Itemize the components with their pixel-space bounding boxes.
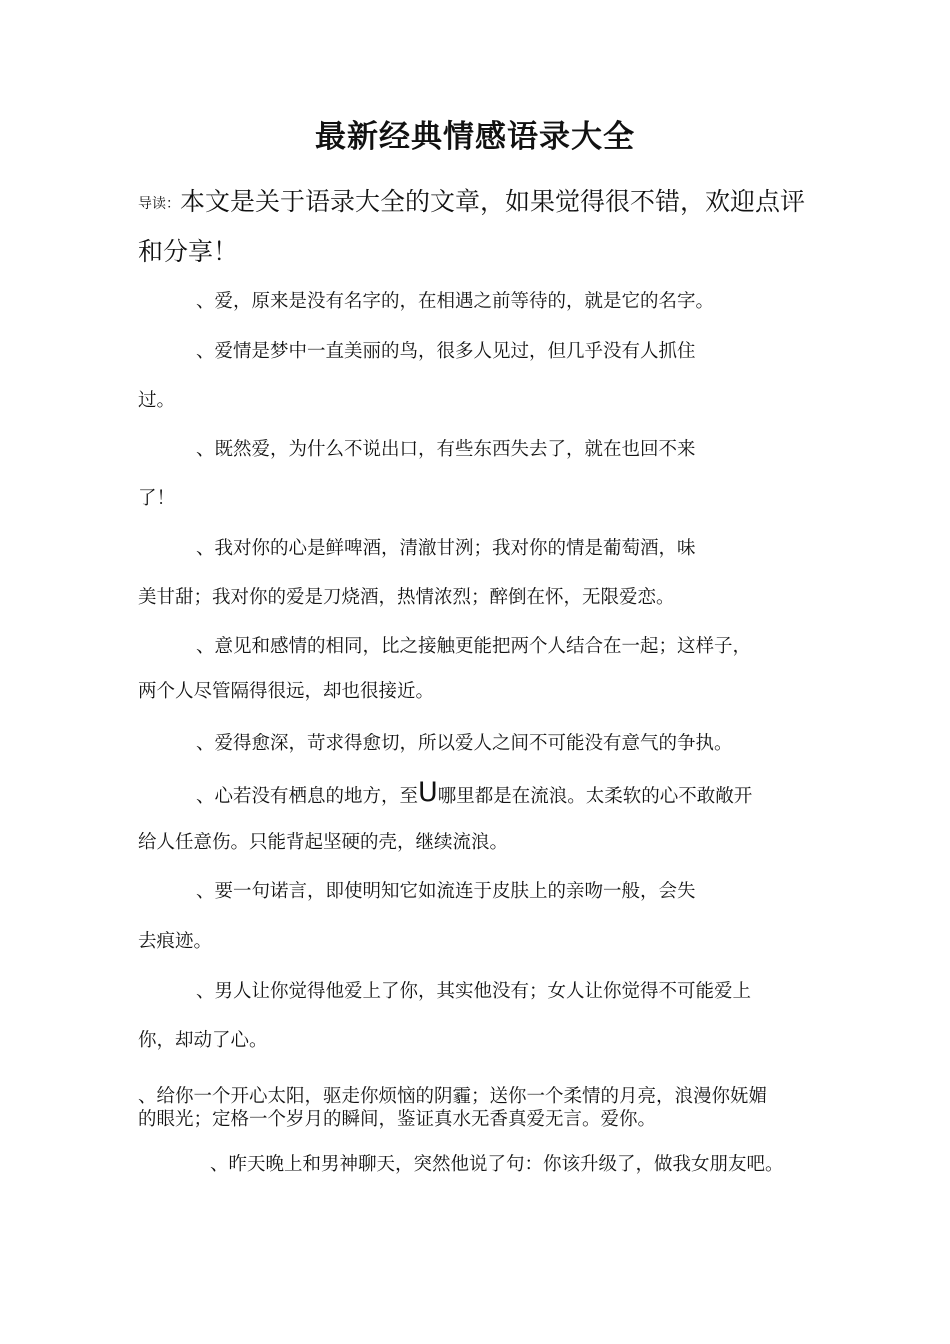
quote-line: 、要一句诺言，即使明知它如流连于皮肤上的亲吻一般，会失 xyxy=(196,881,696,902)
quote-line: 、爱得愈深，苛求得愈切，所以爱人之间不可能没有意气的争执。 xyxy=(196,733,733,754)
quote-line: 、昨天晚上和男神聊天，突然他说了句：你该升级了，做我女朋友吧。 xyxy=(210,1154,784,1175)
quote-line xyxy=(138,777,886,810)
ocr-glyph: U xyxy=(418,777,438,808)
quote-line-continuation: 了！ xyxy=(138,488,176,509)
quote-line: 、给你一个开心太阳，驱走你烦恼的阴霾；送你一个柔情的月亮，浪漫你妩媚 xyxy=(138,1086,768,1107)
quote-line: 、男人让你觉得他爱上了你，其实他没有；女人让你觉得不可能爱上 xyxy=(196,981,752,1002)
quote-line: 、我对你的心是鲜啤酒，清澈甘洌；我对你的情是葡萄酒，味 xyxy=(196,538,696,559)
quote-line-continuation: 去痕迹。 xyxy=(138,931,213,952)
intro-text: 本文是关于语录大全的文章，如果觉得很不错，欢迎点评和分享！ xyxy=(138,187,806,266)
quote-line-continuation: 过。 xyxy=(138,390,176,411)
quote-segment: 、心若没有栖息的地方，至 xyxy=(196,786,419,807)
intro-label: 导读： xyxy=(138,196,180,212)
quote-line: 、爱，原来是没有名字的，在相遇之前等待的，就是它的名字。 xyxy=(196,291,715,312)
quote-segment: 哪里都是在流浪。太柔软的心不敢敞开 xyxy=(437,786,753,807)
quote-line-continuation: 给人任意伤。只能背起坚硬的壳，继续流浪。 xyxy=(138,832,509,853)
document-title: 最新经典情感语录大全 xyxy=(315,119,635,155)
quote-line-continuation: 的眼光；定格一个岁月的瞬间，鉴证真水无香真爱无言。爱你。 xyxy=(138,1109,657,1130)
quote-line: 、爱情是梦中一直美丽的鸟，很多人见过，但几乎没有人抓住 xyxy=(196,341,696,362)
quote-line: 、意见和感情的相同，比之接触更能把两个人结合在一起；这样子， xyxy=(196,636,752,657)
intro-paragraph xyxy=(138,178,818,276)
quote-line: 、既然爱，为什么不说出口，有些东西失去了，就在也回不来 xyxy=(196,439,696,460)
quote-line-continuation: 美甘甜；我对你的爱是刀烧酒，热情浓烈；醉倒在怀，无限爱恋。 xyxy=(138,587,675,608)
quote-line-continuation: 你，却动了心。 xyxy=(138,1030,268,1051)
quote-line-continuation: 两个人尽管隔得很远，却也很接近。 xyxy=(138,681,435,702)
